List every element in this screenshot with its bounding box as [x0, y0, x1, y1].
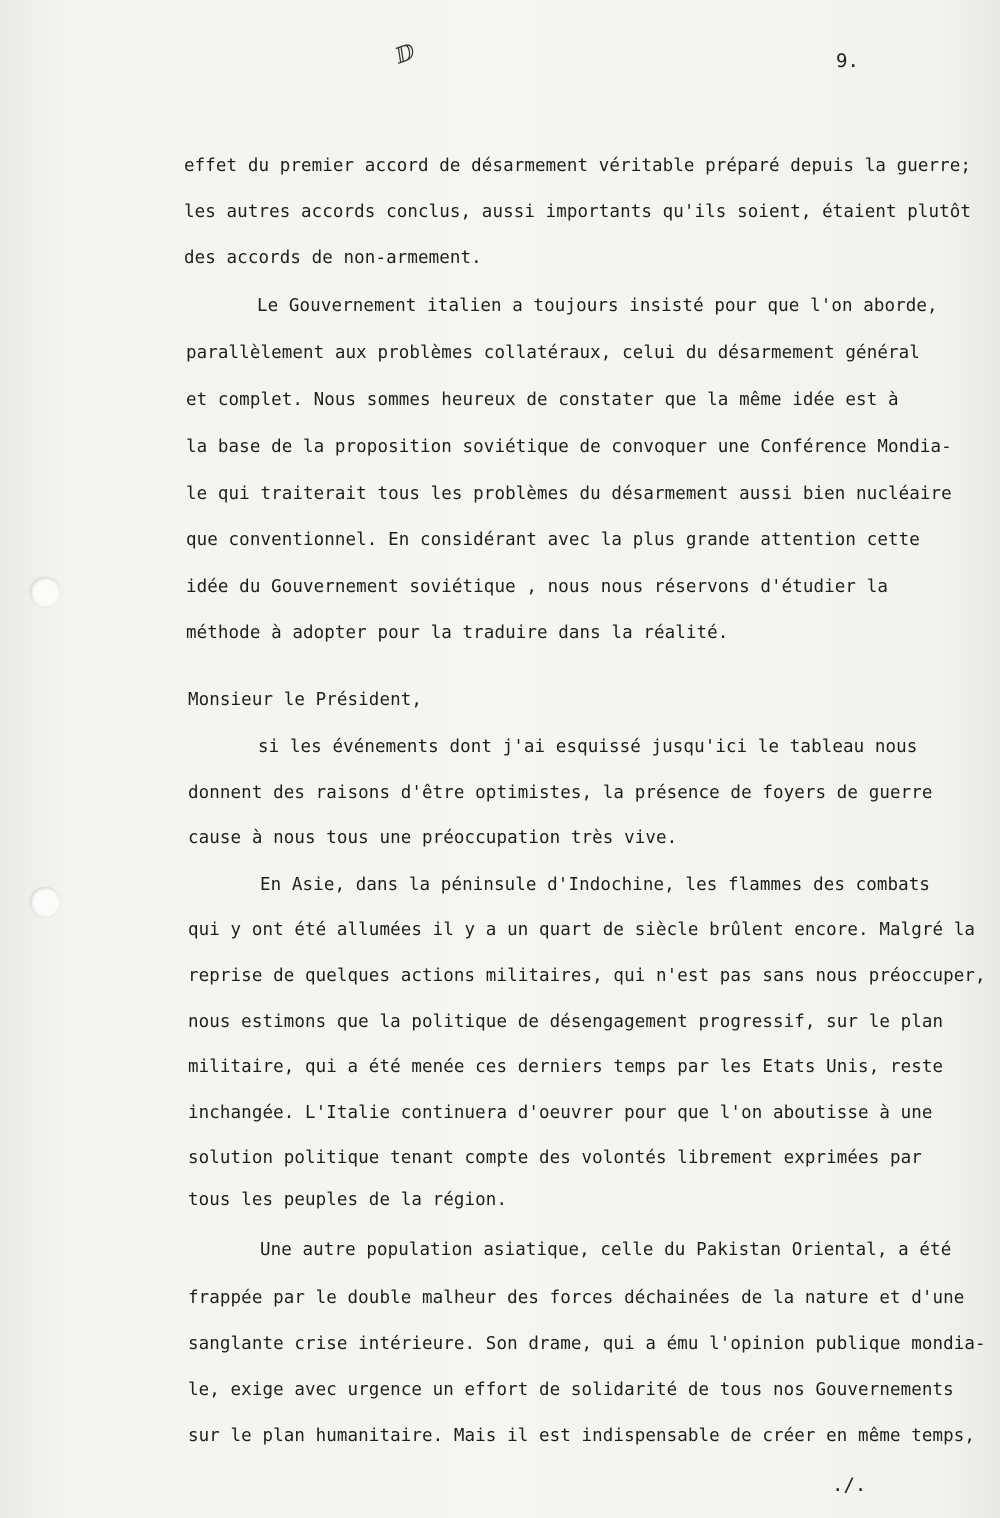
text-line: sanglante crise intérieure. Son drame, qui a ému l'opinion publique mondia- — [188, 1334, 986, 1354]
text-line: donnent des raisons d'être optimistes, la présence de foyers de guerre — [188, 783, 933, 803]
text-line: la base de la proposition soviétique de convoquer une Conférence Mondia- — [186, 437, 952, 457]
text-line: reprise de quelques actions militaires, qui n'est pas sans nous préoccuper, — [188, 966, 986, 986]
salutation: Monsieur le Président, — [188, 690, 422, 710]
punch-hole — [30, 577, 60, 607]
text-line: le qui traiterait tous les problèmes du désarmement aussi bien nucléaire — [186, 484, 952, 504]
text-line: Une autre population asiatique, celle du Pakistan Oriental, a été — [260, 1240, 952, 1260]
text-line: des accords de non-armement. — [184, 248, 482, 268]
text-line: les autres accords conclus, aussi importants qu'ils soient, étaient plutôt — [184, 202, 972, 222]
text-line: inchangée. L'Italie continuera d'oeuvrer pour que l'on aboutisse à une — [188, 1103, 933, 1123]
text-line: parallèlement aux problèmes collatéraux, celui du désarmement général — [186, 343, 920, 363]
text-line: qui y ont été allumées il y a un quart de siècle brûlent encore. Malgré la — [188, 920, 976, 940]
text-line: frappée par le double malheur des forces déchainées de la nature et d'une — [188, 1288, 965, 1308]
page-number: 9. — [836, 50, 859, 72]
text-line: sur le plan humanitaire. Mais il est indispensable de créer en même temps, — [188, 1426, 976, 1446]
punch-hole — [30, 887, 60, 917]
text-line: idée du Gouvernement soviétique , nous nous réservons d'étudier la — [186, 577, 888, 597]
text-line: cause à nous tous une préoccupation très vive. — [188, 828, 678, 848]
text-line: nous estimons que la politique de désengagement progressif, sur le plan — [188, 1012, 944, 1032]
text-line: que conventionnel. En considérant avec la plus grande attention cette — [186, 530, 920, 550]
text-line: solution politique tenant compte des volontés librement exprimées par — [188, 1148, 922, 1168]
text-line: Le Gouvernement italien a toujours insisté pour que l'on aborde, — [257, 296, 938, 316]
text-line: tous les peuples de la région. — [188, 1190, 508, 1210]
text-line: militaire, qui a été menée ces derniers temps par les Etats Unis, reste — [188, 1057, 944, 1077]
text-line: si les événements dont j'ai esquissé jusqu'ici le tableau nous — [258, 737, 918, 757]
continuation-mark: ./. — [832, 1474, 867, 1496]
text-line: En Asie, dans la péninsule d'Indochine, les flammes des combats — [260, 875, 931, 895]
text-line: effet du premier accord de désarmement véritable préparé depuis la guerre; — [184, 156, 972, 176]
text-line: méthode à adopter pour la traduire dans la réalité. — [186, 623, 729, 643]
text-line: et complet. Nous sommes heureux de constater que la même idée est à — [186, 390, 899, 410]
handwritten-mark: ⅅ — [392, 39, 419, 70]
text-line: le, exige avec urgence un effort de solidarité de tous nos Gouvernements — [188, 1380, 954, 1400]
